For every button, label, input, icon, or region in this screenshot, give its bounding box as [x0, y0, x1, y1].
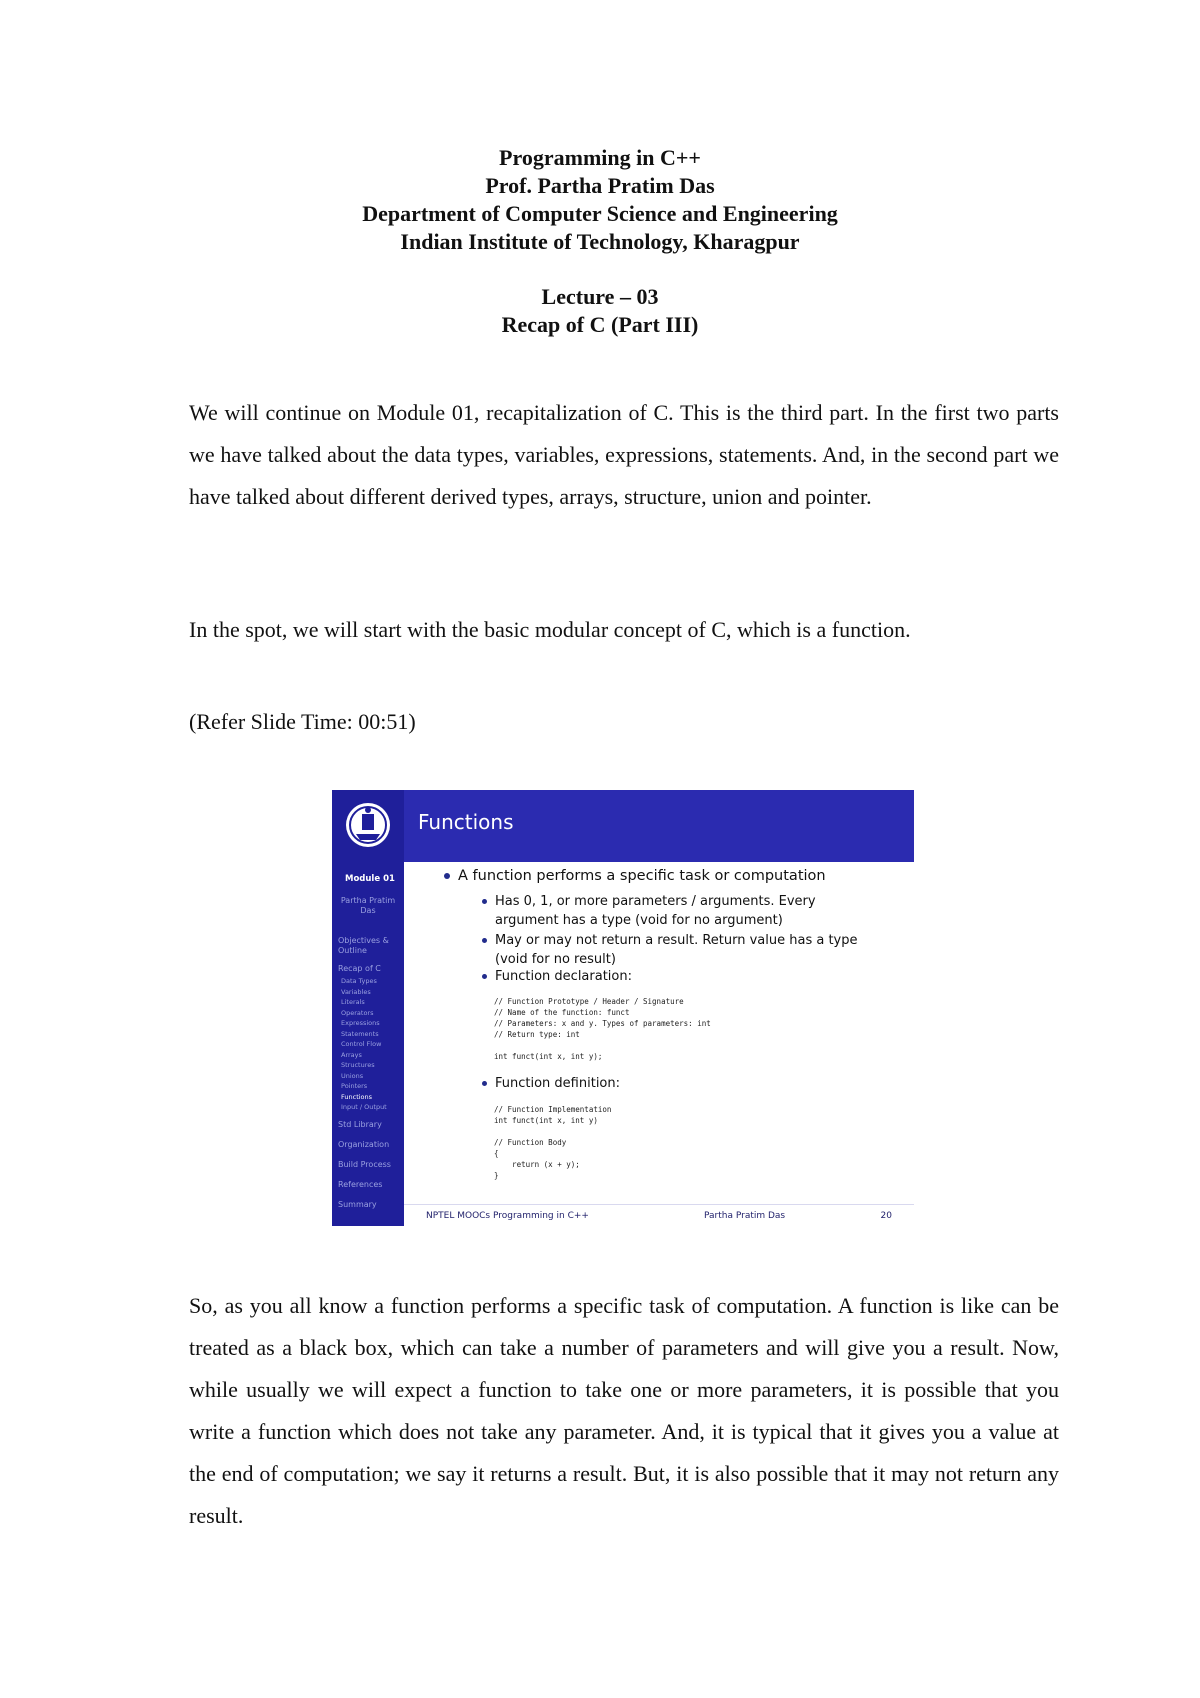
department-name: Department of Computer Science and Engineering	[362, 201, 838, 226]
sidebar-subitem: Unions	[341, 1071, 364, 1080]
sidebar-subitem: Operators	[341, 1008, 374, 1017]
paragraph-intro: We will continue on Module 01, recapitalization of C. This is the third part. In the first two parts we have talked about the data types, variables, expressions, statements. And, in the second part we have talked about different derived types, arrays, structure, union and pointer.	[189, 400, 1059, 509]
sidebar-author: Partha Pratim Das	[340, 896, 396, 915]
sidebar-item-references: References	[338, 1180, 383, 1189]
bullet-dot	[482, 899, 487, 904]
sidebar-item-recap: Recap of C	[338, 964, 381, 973]
sidebar-subitem: Statements	[341, 1029, 379, 1038]
sidebar-item-build-process: Build Process	[338, 1160, 391, 1169]
sidebar-item-std-library: Std Library	[338, 1120, 382, 1129]
lecture-number: Lecture – 03	[541, 284, 659, 309]
sidebar-subitem: Data Types	[341, 977, 377, 985]
sidebar-subitem: Arrays	[341, 1050, 362, 1059]
bullet-dot	[482, 1081, 487, 1086]
bullet-dot	[444, 873, 450, 879]
document-header	[0, 144, 1200, 339]
footer-page-number: 20	[880, 1211, 892, 1221]
sidebar-subitem: Control Flow	[341, 1040, 382, 1048]
sidebar-item-summary: Summary	[338, 1200, 377, 1209]
sidebar-module: Module 01	[345, 874, 395, 884]
bullet-main: A function performs a specific task or computation	[444, 868, 826, 884]
sidebar-subitem: Variables	[341, 987, 371, 996]
paragraph-function-explanation: So, as you all know a function performs a specific task of computation. A function is like can be treated as a black box, which can take a number of parameters and will give you a result. Now, while usually we will expect a function to take one or more parameters, it is possible that you write a function which does not take any parameter. And, it is typical that it gives you a value at the end of computation; we say it returns a result. But, it is also possible that it may not return any result.	[189, 1293, 1059, 1528]
slide-title: Functions	[418, 810, 514, 834]
sidebar-subitem: Literals	[341, 998, 365, 1006]
professor-name: Prof. Partha Pratim Das	[485, 173, 715, 198]
sidebar-item-objectives: Objectives & Outline	[338, 936, 389, 955]
sidebar-subitem: Structures	[341, 1061, 375, 1069]
course-title: Programming in C++	[499, 145, 701, 170]
sub-bullet-declaration: Function declaration:	[482, 967, 632, 986]
sidebar-subitem: Expressions	[341, 1019, 380, 1027]
sub-bullet-definition: Function definition:	[482, 1074, 620, 1093]
sub-bullet-return: May or may not return a result. Return value has a type (void for no result)	[482, 931, 858, 969]
footer-author: Partha Pratim Das	[704, 1211, 786, 1221]
sub-bullet-parameters: Has 0, 1, or more parameters / arguments. Every argument has a type (void for no argument)	[482, 892, 816, 930]
slide-time-reference: (Refer Slide Time: 00:51)	[189, 709, 416, 734]
sidebar-subitem-active: Functions	[341, 1092, 373, 1101]
bullet-dot	[482, 938, 487, 943]
slide-footer	[404, 1204, 914, 1226]
bullet-dot	[482, 974, 487, 979]
footer-course: NPTEL MOOCs Programming in C++	[426, 1211, 589, 1221]
code-definition: // Function Implementation int funct(int x, int y) // Function Body { return (x + y); }	[494, 1105, 612, 1180]
sidebar-subitem: Pointers	[341, 1082, 368, 1090]
lecture-topic: Recap of C (Part III)	[501, 312, 699, 337]
paragraph-function-concept: In the spot, we will start with the basic modular concept of C, which is a function.	[189, 617, 911, 642]
code-declaration: // Function Prototype / Header / Signature // Name of the function: funct // Parameters: x and y. Types of parameters: int // Return type: int int funct(int x, int y);	[494, 997, 711, 1061]
institute-name: Indian Institute of Technology, Kharagpur	[400, 229, 800, 254]
slide-content	[404, 862, 914, 1204]
sidebar-subitem: Input / Output	[341, 1103, 387, 1111]
sidebar-item-organization: Organization	[338, 1140, 390, 1149]
slide-title-bar	[404, 790, 914, 862]
lecture-slide	[332, 790, 914, 1226]
iit-logo	[332, 790, 404, 862]
slide-sidebar	[332, 862, 404, 1226]
